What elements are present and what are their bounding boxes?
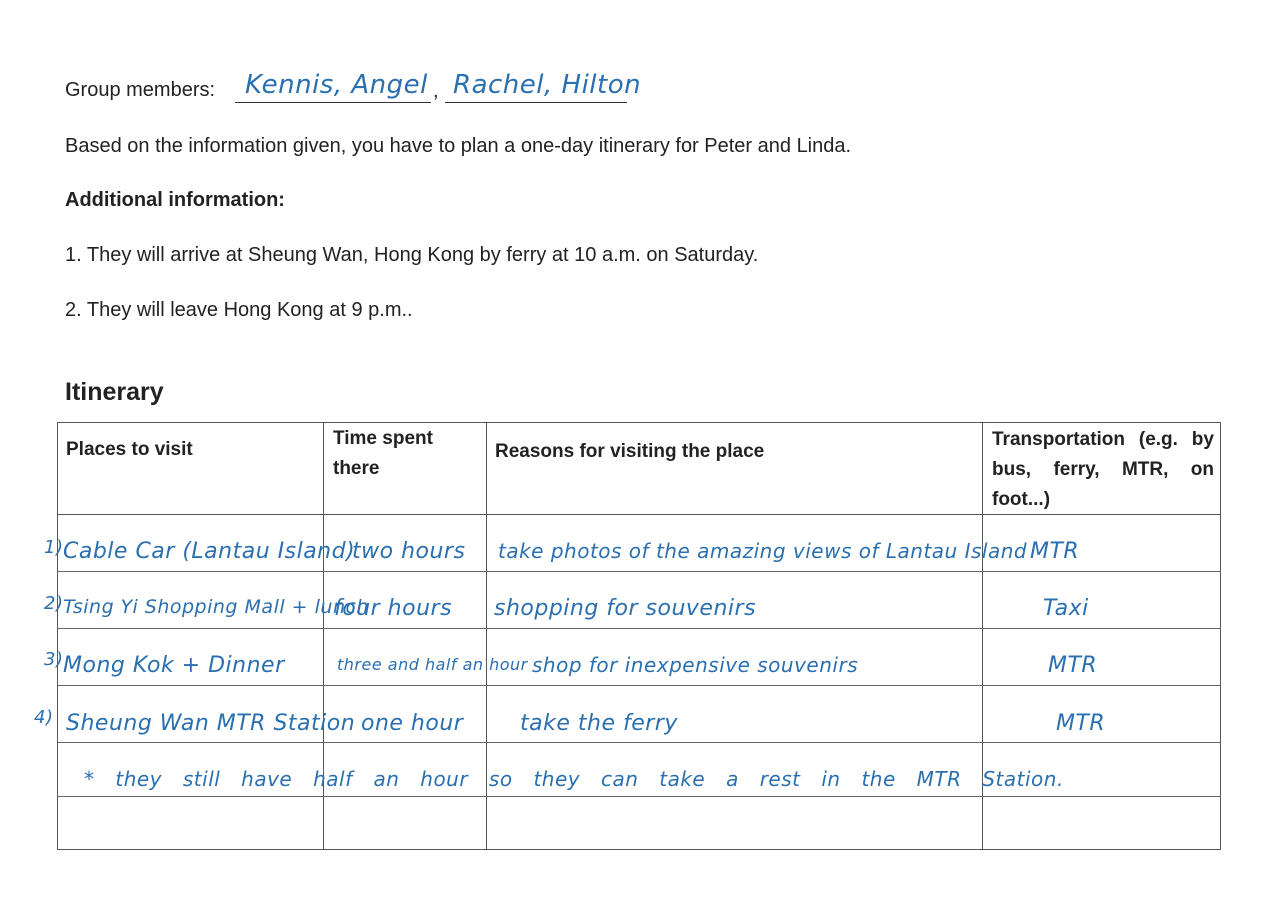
transport-cell: Taxi — [1043, 596, 1089, 621]
member-2-name: Rachel, Hilton — [453, 70, 642, 100]
row-number: 2) — [44, 593, 64, 614]
reason-cell: shopping for souvenirs — [494, 596, 757, 621]
itinerary-title: Itinerary — [65, 378, 164, 406]
place-cell: Cable Car (Lantau Island) — [63, 539, 356, 564]
header-time: Time spent there — [333, 428, 433, 479]
place-cell: Sheung Wan MTR Station — [66, 711, 356, 736]
place-cell: Tsing Yi Shopping Mall + lunch — [63, 596, 369, 618]
reason-cell: shop for inexpensive souvenirs — [532, 653, 859, 677]
header-places: Places to visit — [66, 439, 193, 460]
time-cell: two hours — [352, 539, 466, 564]
member-2-line — [445, 70, 642, 103]
time-cell: three and half an hour — [337, 655, 528, 674]
itinerary-table — [34, 422, 1221, 850]
member-1-line — [235, 72, 431, 103]
header-transport: Transportation (e.g. by bus, ferry, MTR, on foot...) — [992, 429, 1214, 510]
info-item-1: 1. They will arrive at Sheung Wan, Hong Kong by ferry at 10 a.m. on Saturday. — [65, 244, 759, 266]
transport-cell: MTR — [1048, 653, 1098, 678]
reason-cell: take the ferry — [520, 711, 678, 736]
itinerary-note: * they still have half an hour so they can take a rest in the MTR Station. — [84, 767, 1064, 791]
row-number: 4) — [34, 707, 54, 728]
reason-cell: take photos of the amazing views of Lantau Island — [498, 539, 1028, 563]
row-divider — [58, 742, 1220, 743]
place-cell: Mong Kok + Dinner — [63, 653, 285, 678]
row-number: 3) — [44, 649, 64, 670]
member-1-name: Kennis, Angel — [245, 70, 428, 100]
additional-info-heading: Additional information: — [65, 189, 285, 211]
row-divider — [58, 628, 1220, 629]
row-divider — [58, 571, 1220, 572]
member-separator: , — [433, 80, 439, 102]
intro-text: Based on the information given, you have to plan a one-day itinerary for Peter and Linda. — [65, 135, 852, 157]
row-divider — [58, 685, 1220, 686]
group-members-label: Group members: — [65, 79, 216, 101]
time-cell: one hour — [361, 711, 464, 736]
row-number: 1) — [44, 537, 64, 558]
transport-cell: MTR — [1056, 711, 1106, 736]
time-cell: four hours — [334, 596, 453, 621]
row-divider — [58, 796, 1220, 797]
transport-cell: MTR — [1030, 539, 1080, 564]
header-reasons: Reasons for visiting the place — [495, 441, 765, 462]
info-item-2: 2. They will leave Hong Kong at 9 p.m.. — [65, 299, 413, 321]
